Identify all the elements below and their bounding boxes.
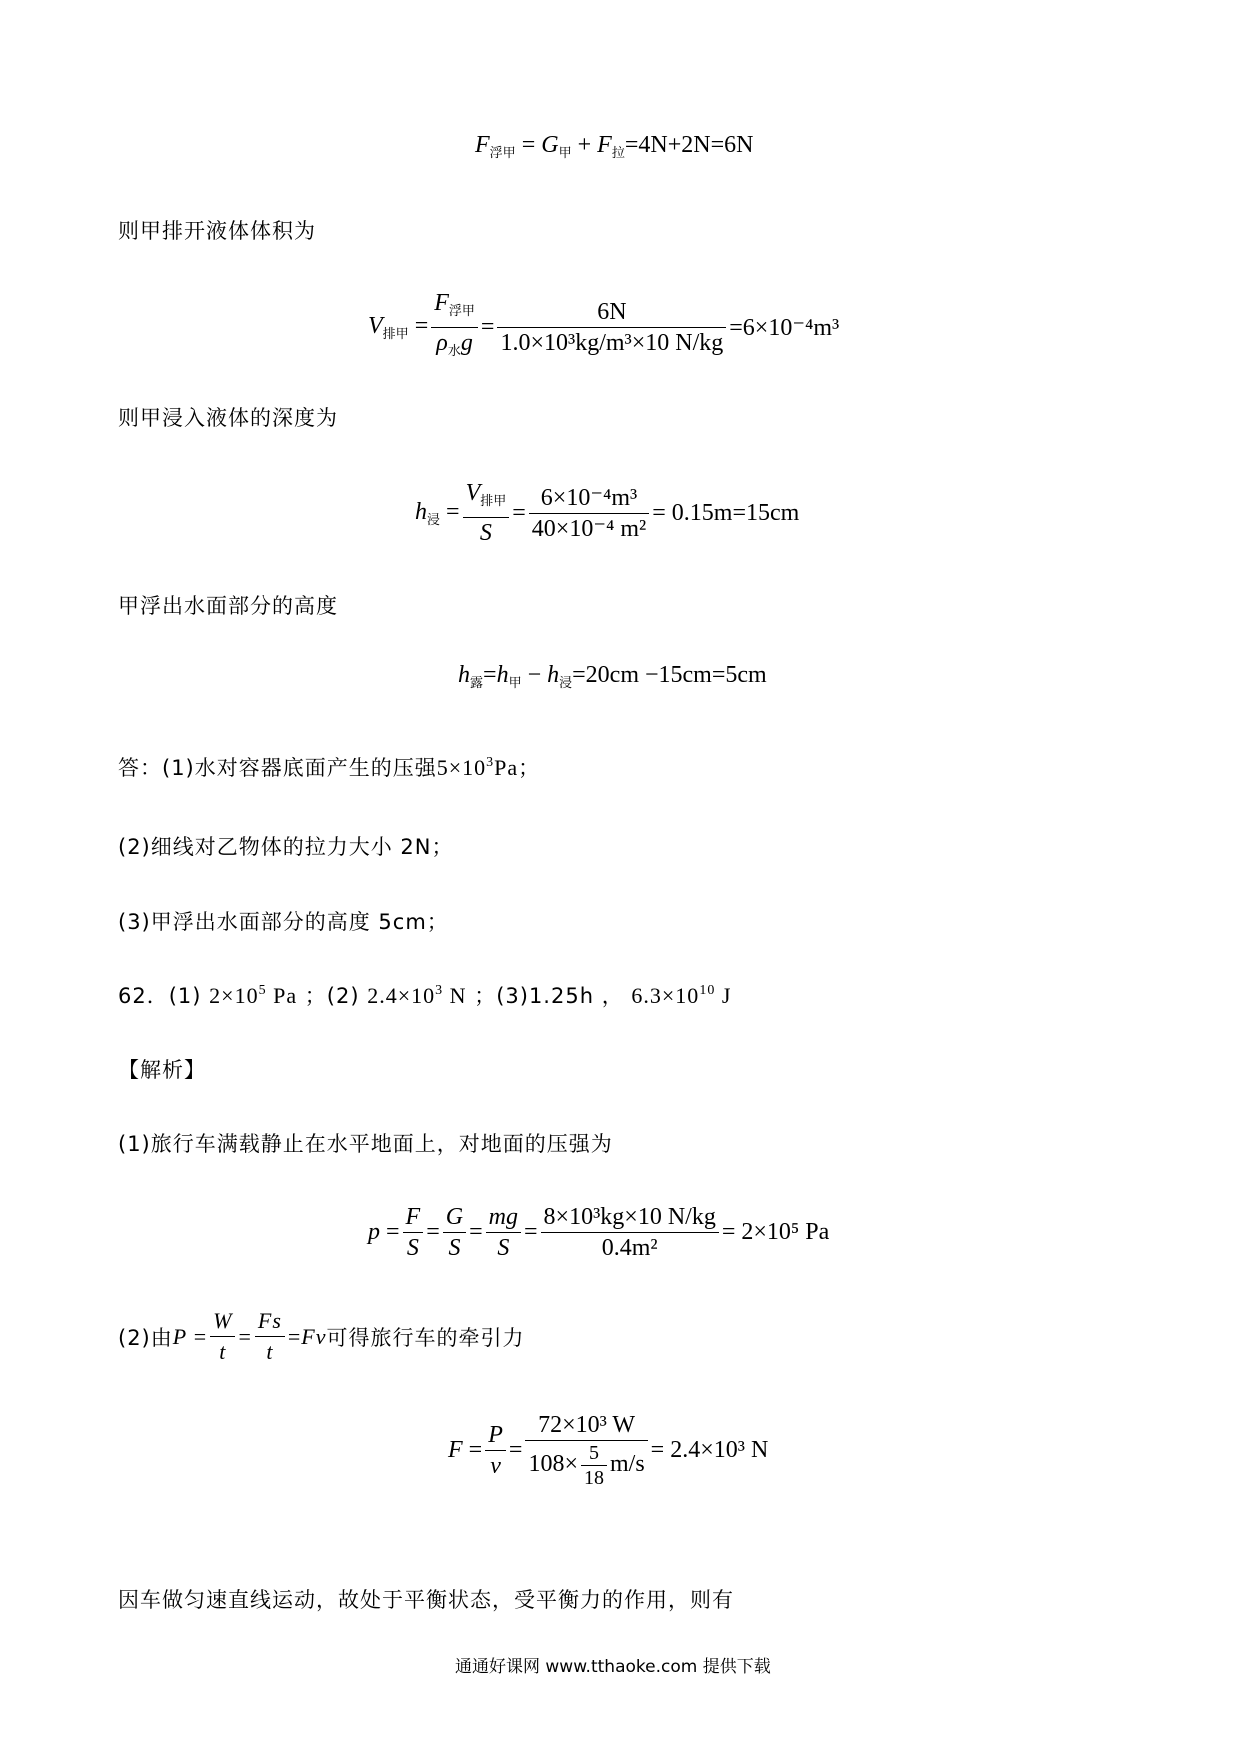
eq2-numerator: 6N [497, 297, 726, 328]
text-exposed-height: 甲浮出水面部分的高度 [118, 594, 338, 618]
equation-buoyancy-sum: $F_{浮甲} = G_甲 + F_拉=4N+2N=6N$ [475, 132, 754, 161]
p2-prefix: (2)由 [118, 1325, 173, 1350]
eq6-numerator: 72×10³ W [525, 1410, 647, 1441]
answer-3: (3)甲浮出水面部分的高度 5cm； [118, 910, 449, 934]
equation-displaced-volume: $V_{排甲}$ = $\frac{F_{浮甲}}{\rho_水g}$ = $\frac{6N}{\text{1.0×10³kg/m³×10 N/kg}}$ =6×10⁻⁴m³ [368, 290, 840, 359]
eq2-denominator: 1.0×10³kg/m³×10 N/kg [500, 330, 724, 356]
equation-traction: F = $\frac{P}{v}$ = 72×10³ W 108× $\frac{5}{18}$ m/s = 2.4×10³ N [448, 1412, 769, 1489]
answer-1: 答：(1)水对容器底面产生的压强$5\times 10^3Pa$； [118, 755, 541, 780]
eq3-result: = 0.15m=15cm [652, 499, 800, 526]
eq5-result: = 2×10⁵ Pa [721, 1219, 830, 1245]
analysis-heading: 【解析】 [118, 1058, 206, 1082]
equation-pressure: p = $\frac{F}{S}$ = $\frac{G}{S}$ = $\frac{mg}{S}$ = $\frac{\text{8×10³kg×10 N/kg}}{\text{0.4m²}}$ = 2×10⁵ Pa [368, 1204, 830, 1261]
text-traction-intro: (2)由 P = $\frac{W}{t}$ = $\frac{Fs}{t}$ = Fv 可得旅行车的牵引力 [118, 1308, 525, 1364]
eq3-denominator: 40×10⁻⁴ m² [531, 515, 647, 542]
eq5-numerator: 8×10³kg×10 N/kg [541, 1202, 719, 1233]
text-displaced-volume: 则甲排开液体体积为 [118, 219, 316, 243]
answer-1-text: 答：(1)水对容器底面产生的压强 [118, 756, 437, 780]
equation-immersion-depth: $h_浸$ = $\frac{V_{排甲}}{S}$ = $\frac{\text{6×10⁻⁴m³}}{\text{40×10⁻⁴ m²}}$ = 0.15m=15cm [415, 480, 800, 546]
q62-number: 62．(1) [118, 984, 202, 1008]
eq2-result: =6×10⁻⁴m³ [729, 315, 840, 341]
q62-sep2: ；(3)1.25h ， [474, 984, 624, 1008]
question-62-answers: 62．(1) $2\times 10^5$ Pa ；(2) $2.4\times 10^3$ N ；(3)1.25h ， $6.3\times 10^{10}$ J [118, 983, 732, 1008]
eq3-numerator: 6×10⁻⁴m³ [529, 483, 649, 514]
eq5-denominator: 0.4m² [601, 1235, 658, 1261]
eq1-result: =4N+2N=6N [624, 132, 754, 158]
answer-1-suffix: ； [518, 756, 541, 780]
eq6-result: = 2.4×10³ N [650, 1436, 769, 1463]
p2-suffix: 可得旅行车的牵引力 [326, 1325, 525, 1350]
q62-sep1: ；(2) [304, 984, 360, 1008]
page-footer: 通通好课网 www.tthaoke.com 提供下载 [455, 1657, 771, 1677]
text-pressure-intro: (1)旅行车满载静止在水平地面上，对地面的压强为 [118, 1132, 613, 1156]
text-equilibrium: 因车做匀速直线运动，故处于平衡状态，受平衡力的作用，则有 [118, 1588, 734, 1612]
eq4-result: =20cm −15cm=5cm [572, 662, 767, 688]
equation-exposed-height: $h_露=h_甲 - h_浸=20cm -15cm=5cm$ [458, 662, 767, 691]
answer-2: (2)细线对乙物体的拉力大小 2N； [118, 835, 454, 859]
text-immersion-depth: 则甲浸入液体的深度为 [118, 406, 338, 430]
